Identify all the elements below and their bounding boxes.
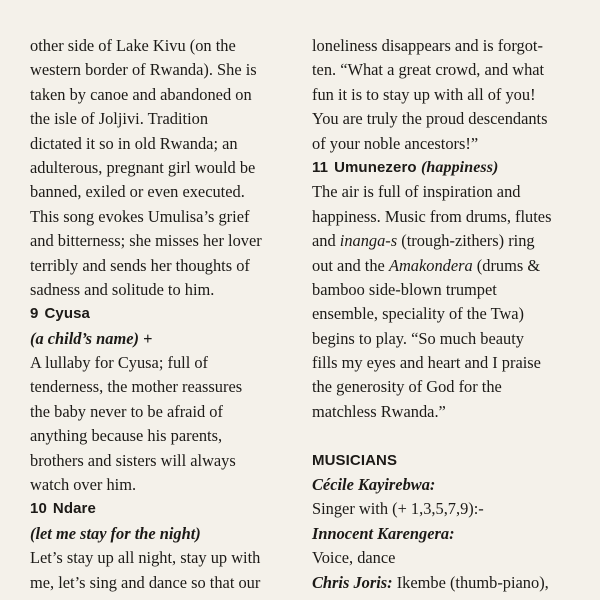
body-line [312, 229, 574, 253]
track-11-heading [312, 156, 574, 180]
body-line: fills my eyes and heart and I praise [312, 353, 541, 373]
text-fragment: (trough-zithers) ring [397, 231, 535, 251]
body-line: brothers and sisters will always [30, 450, 236, 470]
musician-entry [312, 571, 574, 595]
instrument-term: inanga-s [339, 231, 398, 251]
body-line: banned, exiled or even executed. [30, 182, 245, 202]
body-line: adulterous, pregnant girl would be [30, 157, 256, 177]
body-line: the isle of Joljivi. Tradition [30, 109, 209, 129]
body-line: ensemble, speciality of the Twa) [312, 304, 525, 324]
body-line: taken by canoe and abandoned on [30, 84, 252, 104]
track-title: Cyusa [44, 305, 90, 323]
instrument-term: Amakondera [388, 255, 473, 275]
body-line: dictated it so in old Rwanda; an [30, 133, 238, 153]
body-line: western border of Rwanda). She is [30, 60, 257, 80]
track-9-subtitle: (a child’s name) + [30, 328, 153, 348]
body-line: This song evokes Umulisa’s grief [30, 206, 250, 226]
left-column [30, 34, 292, 595]
musician-role: Ikembe (thumb-piano), [392, 572, 549, 592]
track-title: Ndare [52, 500, 96, 518]
body-line: matchless Rwanda.” [312, 401, 446, 421]
body-line: tenderness, the mother reassures [30, 377, 243, 397]
text-fragment: (drums & [472, 255, 541, 275]
body-line: A lullaby for Cyusa; full of [30, 353, 208, 373]
body-line [312, 254, 574, 278]
body-line: sadness and solitude to him. [30, 279, 215, 299]
musician-role: Singer with (+ 1,3,5,7,9):- [312, 499, 484, 519]
body-line: other side of Lake Kivu (on the [30, 36, 236, 55]
track-9-heading [30, 302, 292, 326]
body-line: me, let’s sing and dance so that our [30, 572, 261, 592]
musician-name: Chris Joris: [312, 572, 393, 592]
right-column [312, 34, 574, 595]
track-number: 11 [312, 158, 329, 176]
body-line: fun it is to stay up with all of you! [312, 84, 536, 104]
track-title: Umunezero [334, 158, 417, 176]
text-fragment: and [312, 231, 340, 251]
musician-name: Innocent Karengera: [312, 523, 455, 543]
body-line: loneliness disappears and is forgot- [312, 36, 543, 55]
track-11-subtitle: (happiness) [420, 158, 499, 176]
body-line: terribly and sends her thoughts of [30, 255, 250, 275]
body-line: You are truly the proud descendants [312, 109, 548, 129]
track-10-subtitle: (let me stay for the night) [30, 523, 201, 543]
section-spacer [312, 424, 574, 448]
musician-role: Voice, dance [312, 548, 396, 568]
track-10-heading [30, 497, 292, 521]
body-line: bamboo side-blown trumpet [312, 279, 497, 299]
track-number: 10 [30, 500, 47, 518]
body-line: and bitterness; she misses her lover [30, 231, 262, 251]
body-line: happiness. Music from drums, flutes [312, 206, 552, 226]
musicians-heading: MUSICIANS [312, 451, 398, 469]
body-line: anything because his parents, [30, 426, 223, 446]
body-line: ten. “What a great crowd, and what [312, 60, 545, 80]
body-line: watch over him. [30, 475, 137, 495]
body-line: Let’s stay up all night, stay up with [30, 548, 261, 568]
body-line: the baby never to be afraid of [30, 401, 223, 421]
body-line: The air is full of inspiration and [312, 182, 521, 202]
track-number: 9 [30, 305, 39, 323]
text-fragment: out and the [312, 255, 389, 275]
musician-name: Cécile Kayirebwa: [312, 475, 436, 495]
body-line: the generosity of God for the [312, 377, 502, 397]
body-line: begins to play. “So much beauty [312, 328, 524, 348]
body-line: of your noble ancestors!” [312, 133, 479, 153]
